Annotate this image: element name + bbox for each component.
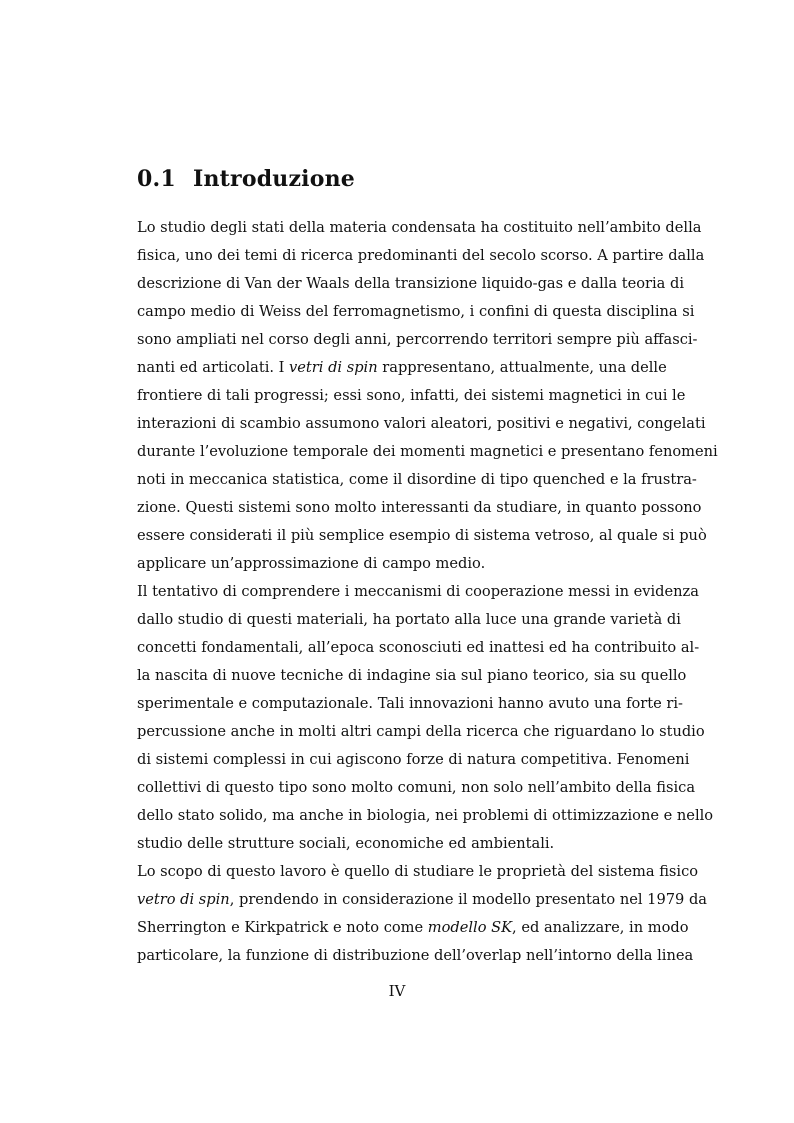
text-line: frontiere di tali progressi; essi sono, infatti, dei sistemi magnetici in cui le: [137, 387, 686, 404]
text-line: percussione anche in molti altri campi della ricerca che riguardano lo studio: [137, 723, 705, 740]
text-line: collettivi di questo tipo sono molto comuni, non solo nell’ambito della fisica: [137, 779, 696, 796]
page-number: IV: [388, 982, 406, 1000]
text-segment: , ed analizzare, in modo: [512, 919, 689, 936]
text-line: fisica, uno dei temi di ricerca predominanti del secolo scorso. A partire dalla: [137, 247, 705, 264]
text-line: applicare un’approssimazione di campo medio.: [137, 555, 486, 572]
text-line: campo medio di Weiss del ferromagnetismo, i confini di questa disciplina si: [137, 303, 695, 320]
text-line: di sistemi complessi in cui agiscono forze di natura competitiva. Fenomeni: [137, 751, 690, 768]
text-segment: nanti ed articolati. I: [137, 359, 290, 376]
text-line: studio delle strutture sociali, economiche ed ambientali.: [137, 835, 555, 852]
text-line: particolare, la funzione di distribuzione dell’overlap nell’intorno della linea: [137, 947, 694, 964]
text-line: sono ampliati nel corso degli anni, percorrendo territori sempre più affasci-: [137, 331, 698, 348]
text-segment: , prendendo in considerazione il modello presentato nel 1979 da: [229, 891, 708, 908]
text-line: [137, 354, 667, 382]
text-line: descrizione di Van der Waals della transizione liquido-gas e dalla teoria di: [137, 275, 685, 292]
text-line: zione. Questi sistemi sono molto interessanti da studiare, in quanto possono: [137, 499, 702, 516]
text-line: concetti fondamentali, all’epoca sconosciuti ed inattesi ed ha contribuito al-: [137, 639, 700, 656]
text-line: dello stato solido, ma anche in biologia, nei problemi di ottimizzazione e nello: [137, 807, 714, 824]
text-line: interazioni di scambio assumono valori aleatori, positivi e negativi, congelati: [137, 415, 706, 432]
text-line: la nascita di nuove tecniche di indagine sia sul piano teorico, sia su quello: [137, 667, 687, 684]
body-text: [137, 214, 718, 970]
section-heading: [137, 166, 355, 192]
text-line: Il tentativo di comprendere i meccanismi di cooperazione messi in evidenza: [137, 583, 699, 600]
section-title: Introduzione: [193, 166, 356, 192]
text-line: noti in meccanica statistica, come il disordine di tipo quenched e la frustra-: [137, 471, 697, 488]
text-line: Lo studio degli stati della materia condensata ha costituito nell’ambito della: [137, 219, 702, 236]
italic-term: modello SK: [427, 919, 513, 936]
italic-term: vetro di spin: [137, 891, 230, 908]
italic-term: vetri di spin: [289, 359, 378, 376]
text-line: [137, 886, 708, 914]
text-line: Lo scopo di questo lavoro è quello di studiare le proprietà del sistema fisico: [137, 863, 699, 880]
text-line: durante l’evoluzione temporale dei momenti magnetici e presentano fenomeni: [137, 443, 718, 460]
section-number: 0.1: [137, 166, 176, 192]
text-segment: Sherrington e Kirkpatrick e noto come: [137, 919, 428, 936]
text-line: [137, 914, 689, 942]
text-segment: rappresentano, attualmente, una delle: [377, 359, 667, 376]
text-line: dallo studio di questi materiali, ha portato alla luce una grande varietà di: [137, 611, 681, 628]
text-line: sperimentale e computazionale. Tali innovazioni hanno avuto una forte ri-: [137, 695, 683, 712]
text-line: essere considerati il più semplice esempio di sistema vetroso, al quale si può: [137, 527, 707, 544]
